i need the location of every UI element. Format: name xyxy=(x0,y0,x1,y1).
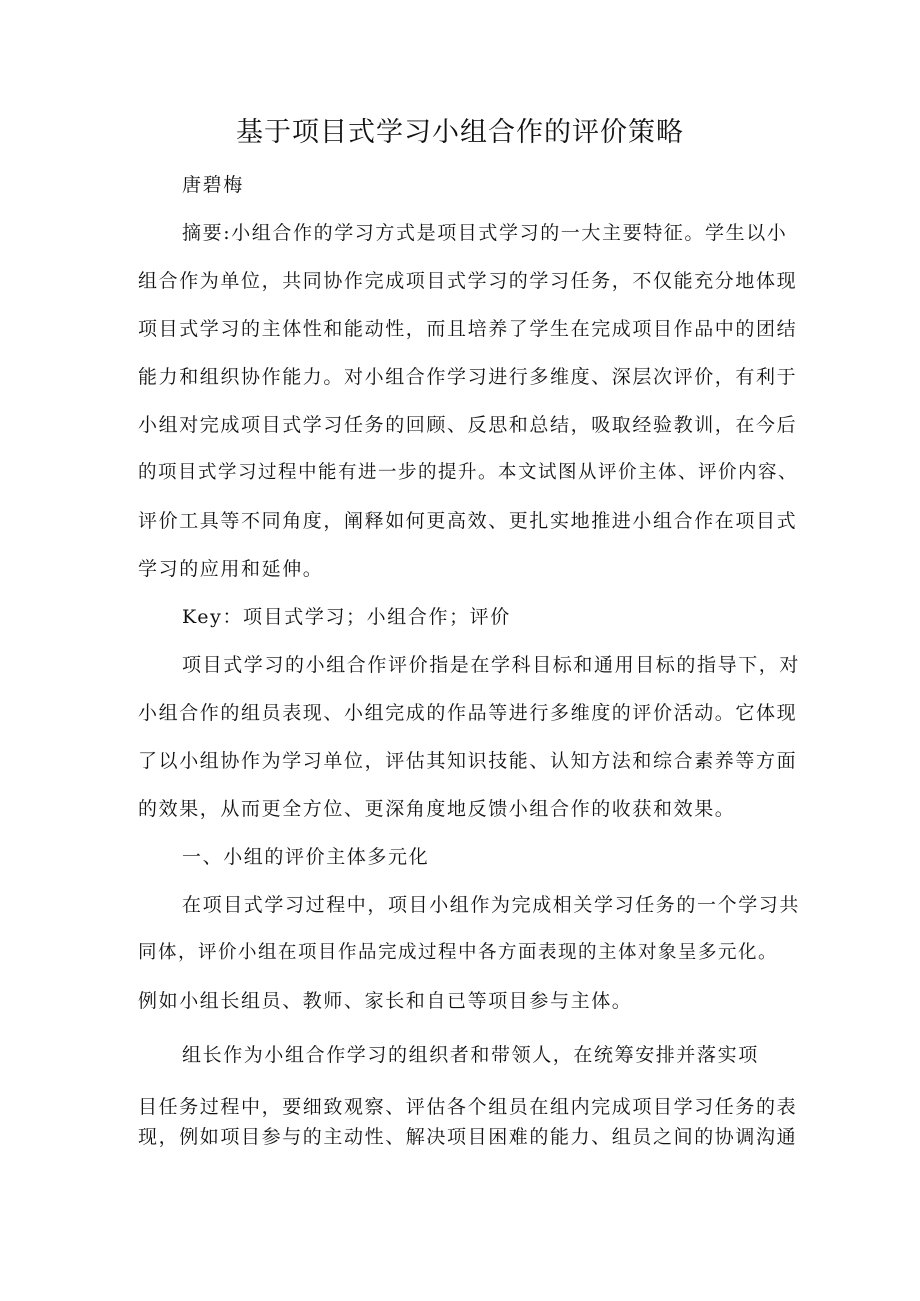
abstract-line-3: 项目式学习的主体性和能动性，而且培养了学生在完成项目作品中的团结 xyxy=(138,318,798,340)
abstract-line-6: 的项目式学习过程中能有进一步的提升。本文试图从评价主体、评价内容、 xyxy=(138,462,799,483)
abstract-line-2: 组合作为单位，共同协作完成项目式学习的学习任务，不仅能充分地体现 xyxy=(138,270,798,292)
section-heading-1: 一、小组的评价主体多元化 xyxy=(182,846,430,868)
document-title: 基于项目式学习小组合作的评价策略 xyxy=(236,117,684,148)
abstract-line-7: 评价工具等不同角度，阐释如何更高效、更扎实地推进小组合作在项目式 xyxy=(138,510,798,532)
abstract-line-5: 小组对完成项目式学习任务的回顾、反思和总结，吸取经验教训，在今后 xyxy=(138,414,798,436)
section-1-line-3: 例如小组长组员、教师、家长和自已等项目参与主体。 xyxy=(138,990,633,1012)
section-1-para-2-line-1: 组长作为小组合作学习的组织者和带领人，在统筹安排并落实项 xyxy=(182,1044,759,1066)
abstract-line-4: 能力和组织协作能力。对小组合作学习进行多维度、深层次评价，有利于 xyxy=(138,366,798,388)
intro-line-4: 的效果，从而更全方位、更深角度地反馈小组合作的收获和效果。 xyxy=(138,798,736,820)
section-1-para-2-line-3: 现，例如项目参与的主动性、解决项目困难的能力、组员之间的协调沟通 xyxy=(138,1126,798,1148)
keywords-line: Key：项目式学习；小组合作；评价 xyxy=(182,606,511,628)
section-1-line-2: 同体，评价小组在项目作品完成过程中各方面表现的主体对象呈多元化。 xyxy=(138,942,779,963)
intro-line-2: 小组合作的组员表现、小组完成的作品等进行多维度的评价活动。它体现 xyxy=(138,702,798,724)
section-1-para-2-line-2: 目任务过程中，要细致观察、评估各个组员在组内完成项目学习任务的表 xyxy=(138,1096,798,1118)
abstract-line-8: 学习的应用和延伸。 xyxy=(138,558,324,580)
intro-line-3: 了以小组协作为学习单位，评估其知识技能、认知方法和综合素养等方面 xyxy=(138,750,798,772)
author-name: 唐碧梅 xyxy=(182,174,244,196)
section-1-line-1: 在项目式学习过程中，项目小组作为完成相关学习任务的一个学习共 xyxy=(182,894,801,916)
intro-line-1: 项目式学习的小组合作评价指是在学科目标和通用目标的指导下，对 xyxy=(182,654,801,676)
abstract-line-1: 摘要:小组合作的学习方式是项目式学习的一大主要特征。学生以小 xyxy=(182,222,788,244)
